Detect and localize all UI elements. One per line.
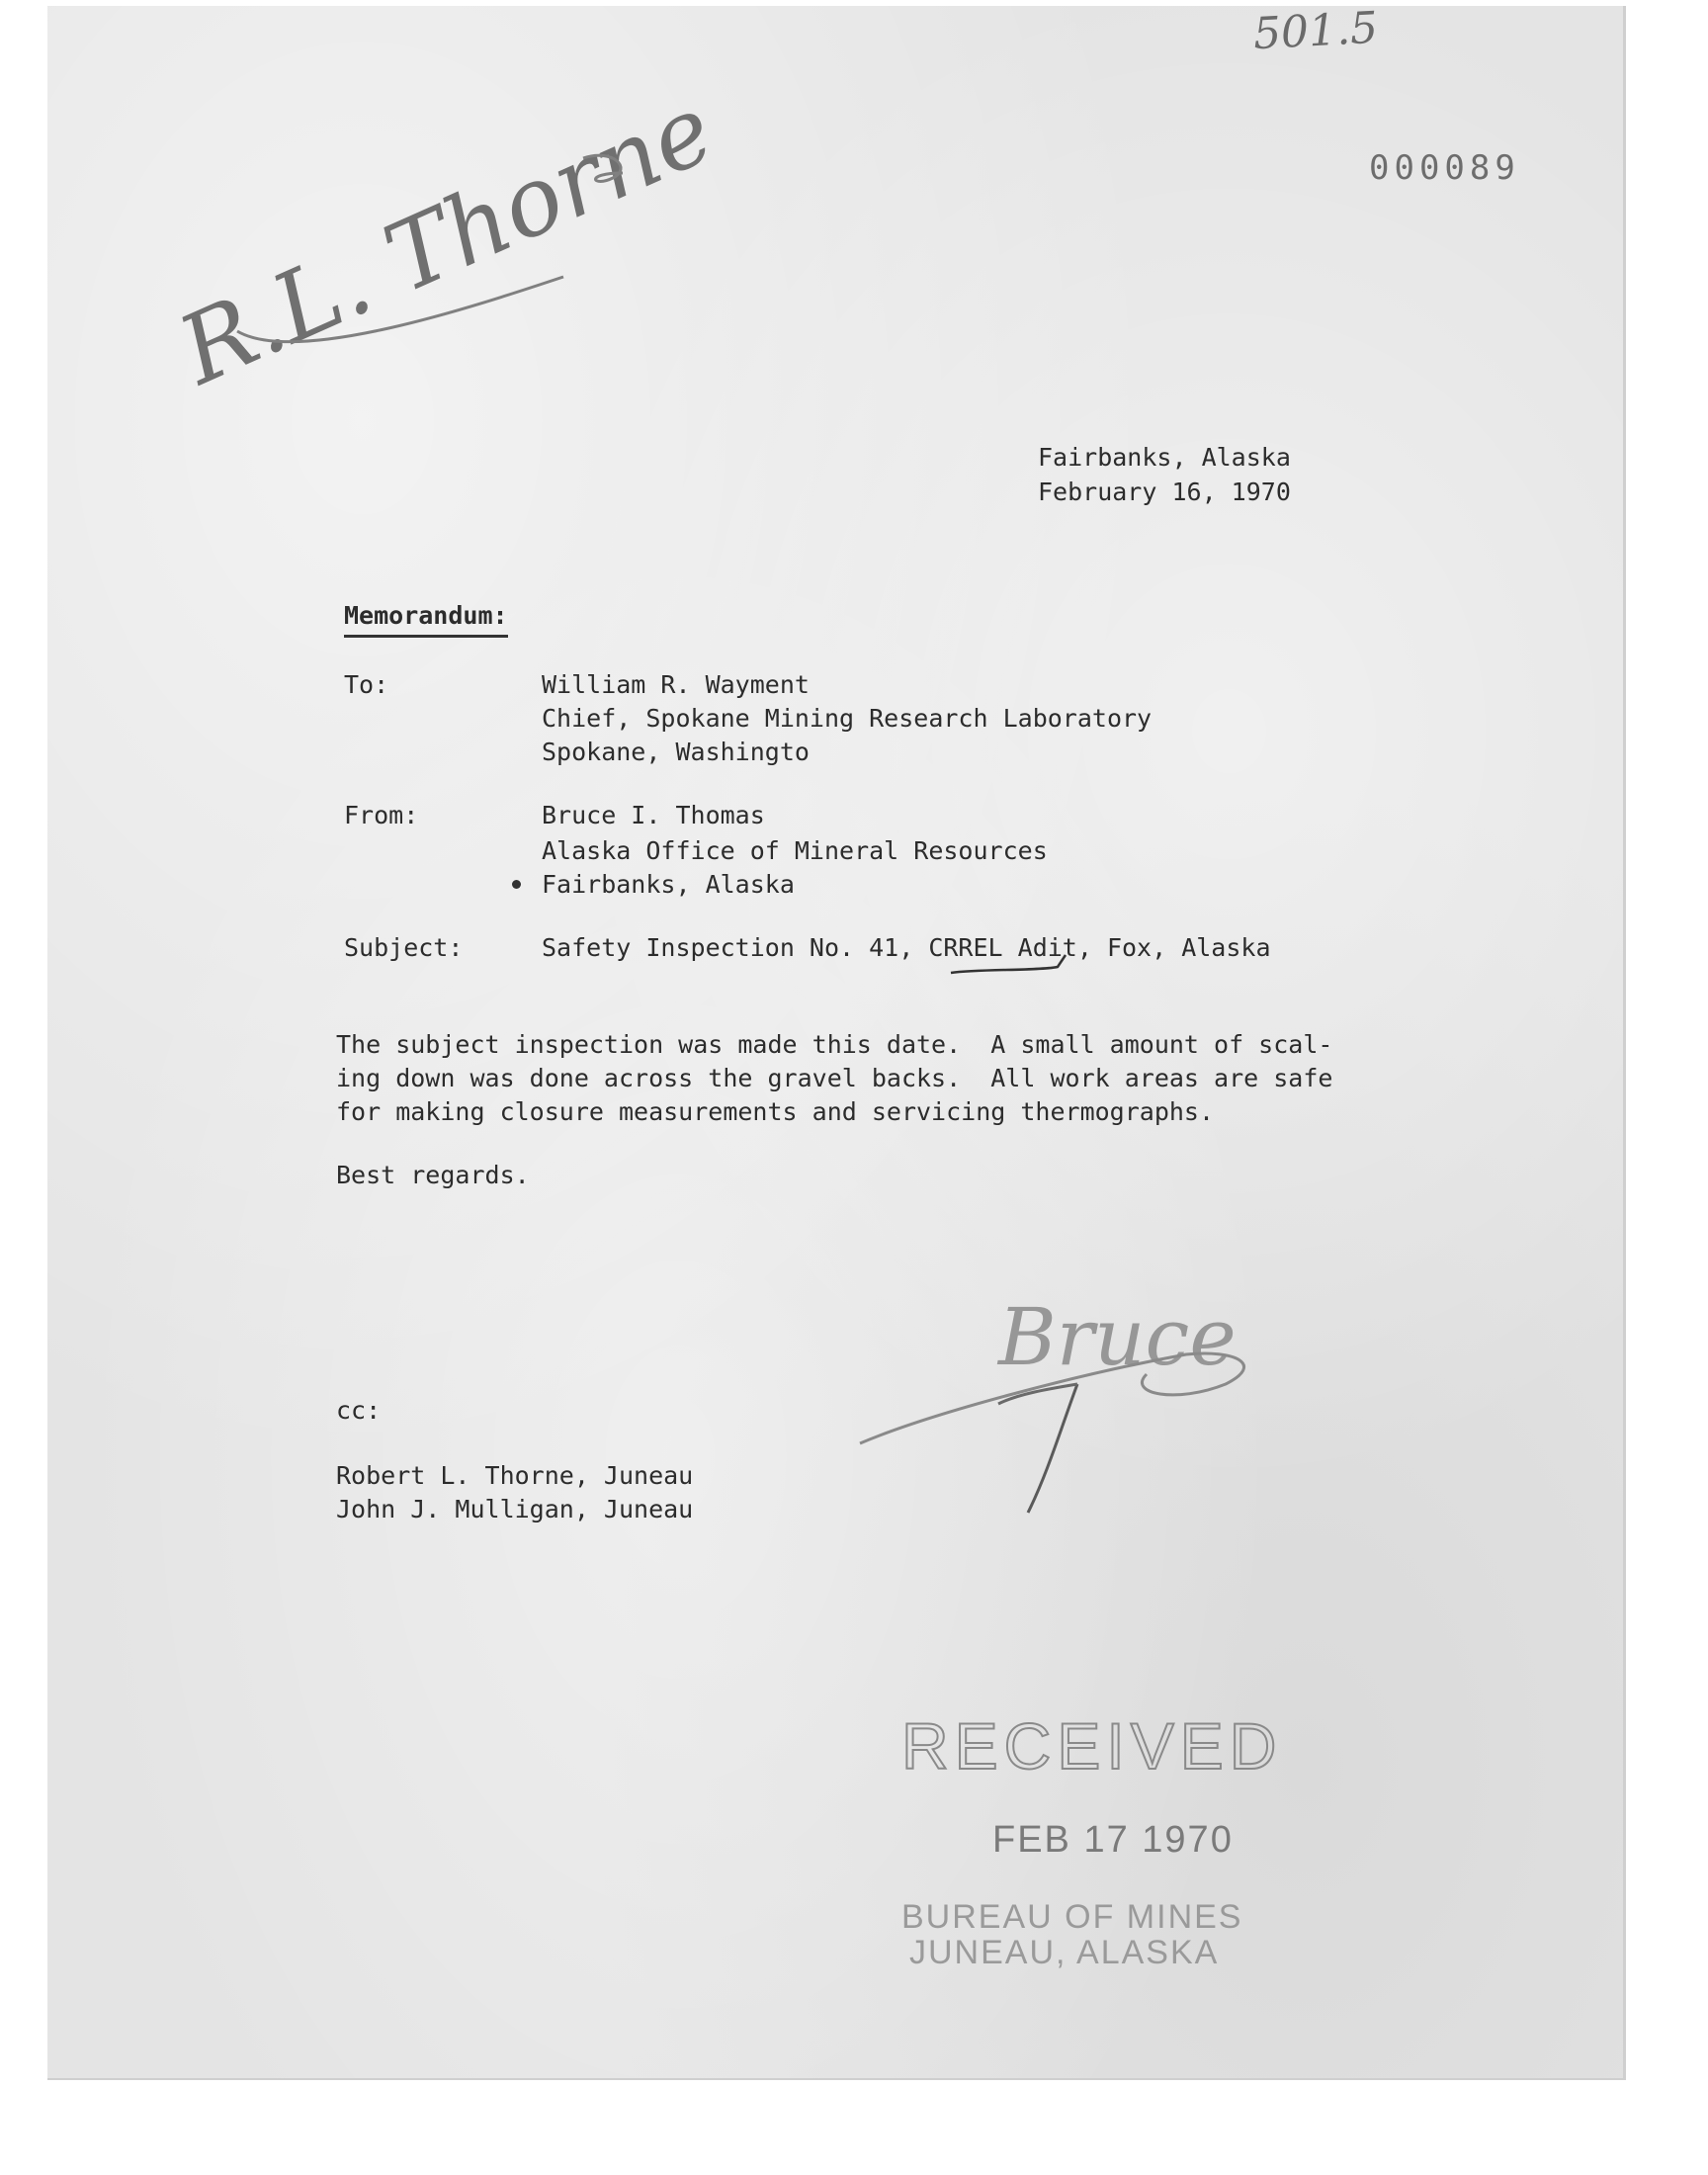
from-label: From: — [344, 801, 419, 829]
received-stamp-org: BUREAU OF MINES — [901, 1898, 1243, 1936]
cc-recipient: Robert L. Thorne, Juneau — [336, 1461, 694, 1490]
from-line: Bruce I. Thomas — [542, 801, 765, 829]
cc-label: cc: — [336, 1396, 382, 1425]
page-margin — [0, 2116, 1708, 2175]
body-paragraph: The subject inspection was made this date. A small amount of scal- ing down was done across the gravel backs. All work areas are safe for making closure measurements and servicing thermographs. — [336, 1030, 1333, 1126]
handwritten-name-text: R.L. Thorne — [163, 73, 729, 406]
signature — [850, 1256, 1285, 1552]
subject-label: Subject: — [344, 933, 464, 962]
page-code-annotation: 501.5 — [1251, 2, 1380, 60]
signature-text: Bruce — [998, 1291, 1237, 1383]
memo-heading: Memorandum: — [344, 599, 508, 638]
to-line: Chief, Spokane Mining Research Laboratory — [542, 704, 1153, 733]
underline-mark — [949, 947, 1068, 977]
received-stamp-city: JUNEAU, ALASKA — [909, 1934, 1220, 1971]
document-number: 000089 — [1369, 148, 1520, 188]
received-stamp: RECEIVED — [901, 1709, 1283, 1783]
from-line: Alaska Office of Mineral Resources — [542, 836, 1048, 865]
letter-place: Fairbanks, Alaska — [1038, 443, 1291, 472]
received-stamp-date: FEB 17 1970 — [992, 1819, 1234, 1861]
bullet-mark — [512, 880, 521, 889]
handwritten-name-annotation — [148, 73, 729, 406]
closing-line: Best regards. — [336, 1161, 530, 1189]
subject-text: Safety Inspection No. 41, CRREL Adit, Fox, Alaska — [542, 933, 1271, 962]
letter-date: February 16, 1970 — [1038, 478, 1291, 506]
to-line: William R. Wayment — [542, 670, 810, 699]
from-line: Fairbanks, Alaska — [542, 870, 795, 899]
cc-recipient: John J. Mulligan, Juneau — [336, 1495, 694, 1523]
to-line: Spokane, Washingto — [542, 738, 810, 766]
to-label: To: — [344, 670, 389, 699]
